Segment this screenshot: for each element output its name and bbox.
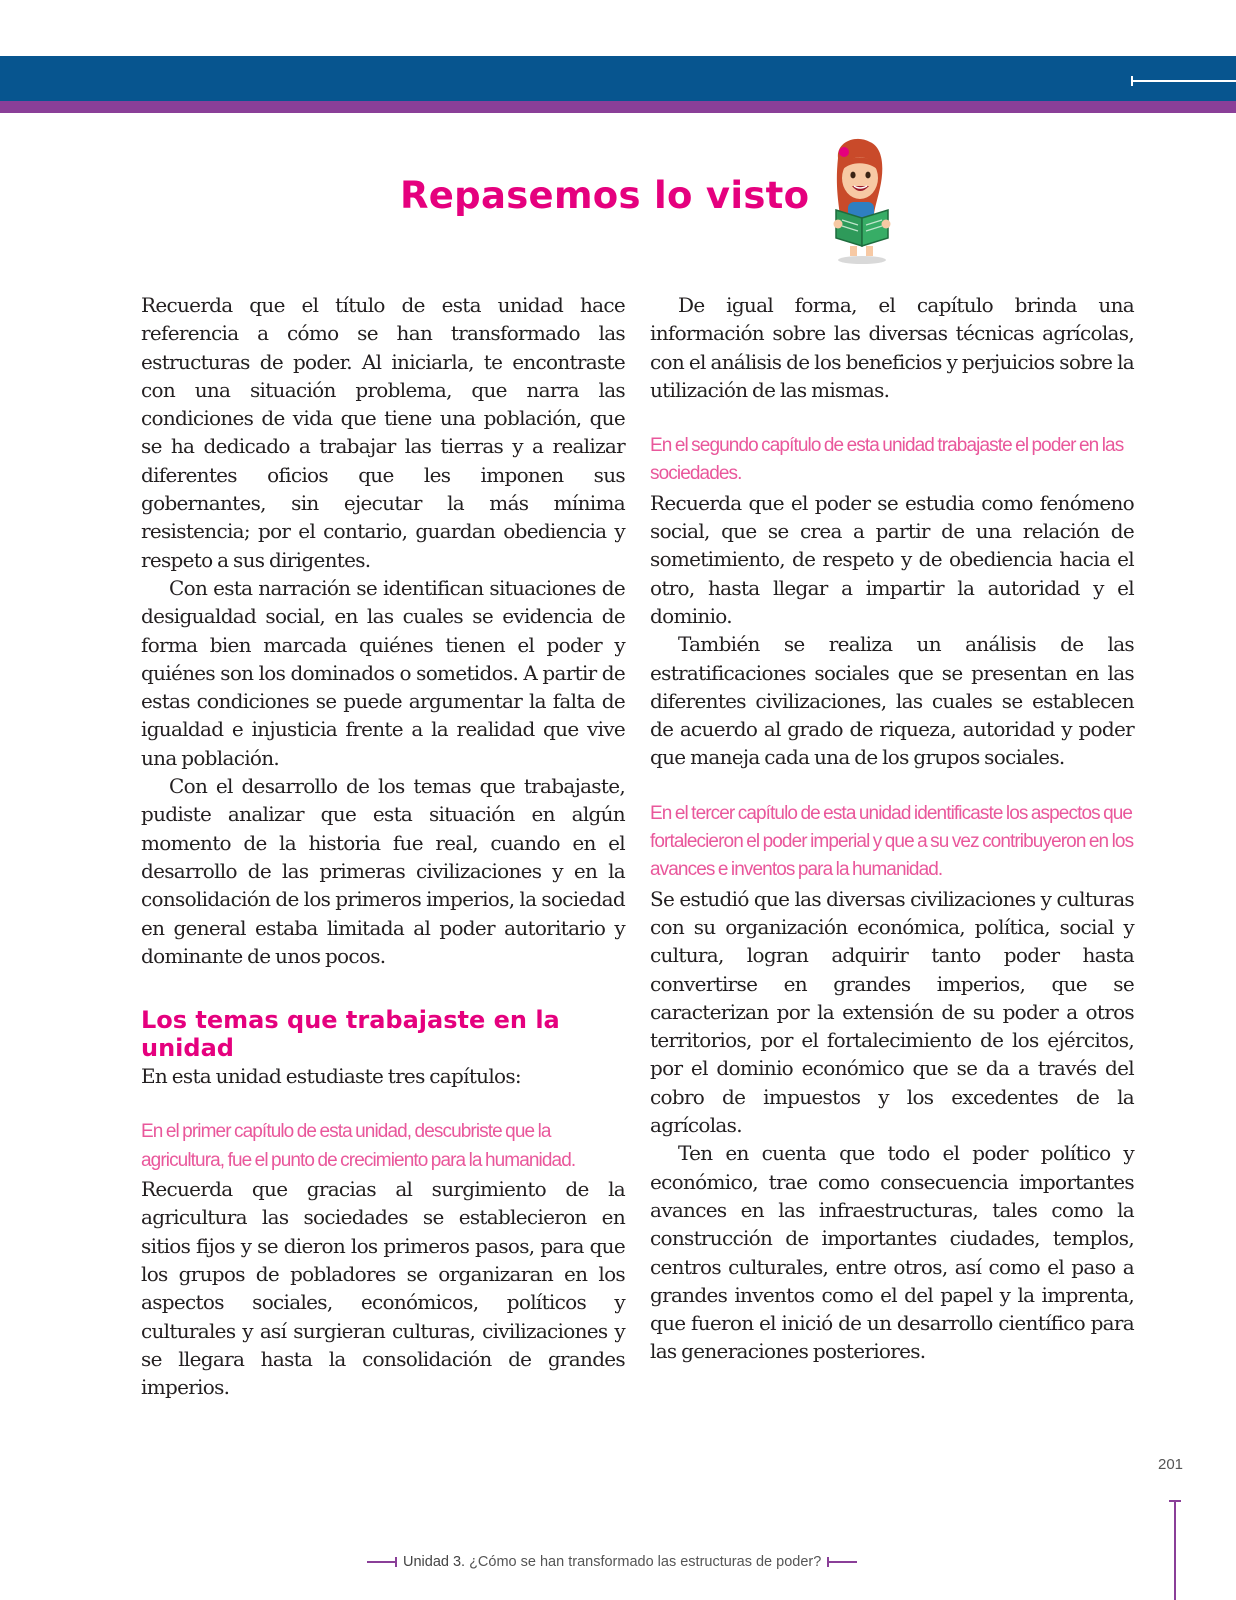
right-column (650, 291, 1134, 1366)
header-accent-stripe (0, 101, 1236, 113)
footer-unit-label: Unidad 3. (403, 1554, 466, 1570)
section-intro: En esta unidad estudiaste tres capítulos: (141, 1064, 521, 1089)
body-paragraph: También se realiza un análisis de las estratificaciones sociales que se presentan en las diferentes civilizaciones, las cuales se establecen de acuerdo al grado de riqueza, autoridad y poder que maneja cada una de los grupos sociales. (650, 632, 1134, 770)
chapter-highlight: En el tercer capítulo de esta unidad identificaste los aspectos que fortalecieron el poder imperial y que a su vez contribuyeron en los avances e inventos para la humanidad. (650, 802, 1134, 881)
page-number: 201 (1158, 1456, 1184, 1473)
body-paragraph: Recuerda que gracias al surgimiento de la agricultura las sociedades se establecieron en sitios fijos y se dieron los primeros pasos, para que los grupos de pobladores se organizaran en los aspectos sociales, económicos, políticos y culturales y así surgieran culturas, civilizaciones y se llegara hasta la consolidación de grandes imperios. (141, 1177, 625, 1400)
footer-bar-left (367, 1561, 397, 1563)
body-paragraph: Ten en cuenta que todo el poder político y económico, trae como consecuencia importantes avances en las infraestructuras, tales como la construcción de importantes ciudades, templos, centros culturales, entre otros, así como el paso a grandes inventos como el del papel y la imprenta, que fueron el inició de un desarrollo científico para las generaciones posteriores. (650, 1141, 1134, 1364)
body-paragraph: Se estudió que las diversas civilizaciones y culturas con su organización económica, política, social y cultura, logran adquirir tanto poder hasta convertirse en grandes imperios, que se caracterizan por la extensión de su poder a otros territorios, por el fortalecimiento de los ejércitos, por el dominio económico que se da a través del cobro de impuestos y los excedentes de la agrícolas. (650, 886, 1134, 1138)
section-heading: Los temas que trabajaste en la unidad (141, 1006, 560, 1063)
girl-reading-book-icon (818, 136, 900, 266)
chapter-highlight: En el primer capítulo de esta unidad, descubriste que la agricultura, fue el punto de crecimiento para la humanidad. (141, 1121, 576, 1171)
body-paragraph: Con esta narración se identifican situaciones de desigualdad social, en las cuales se evidencia de forma bien marcada quiénes tienen el poder y quiénes son los dominados o sometidos. A partir de estas condiciones se puede argumentar la falta de igualdad e injusticia frente a la realidad que vive una población. (141, 575, 625, 770)
footer-running-title (367, 1552, 857, 1572)
page-edge-rule (1174, 1500, 1176, 1600)
footer-bar-right (827, 1561, 857, 1563)
chapter-highlight: En el segundo capítulo de esta unidad trabajaste el poder en las sociedades. (650, 435, 1124, 485)
header-marker-line (1131, 80, 1236, 82)
page-title: Repasemos lo visto (400, 174, 810, 217)
footer-unit-title: ¿Cómo se han transformado las estructuras de poder? (469, 1554, 822, 1570)
intro-paragraph: Recuerda que el título de esta unidad hace referencia a cómo se han transformado las estructuras de poder. Al iniciarla, te encontraste con una situación problema, que narra las condiciones de vida que tiene una población, que se ha dedicado a trabajar las tierras y a realizar diferentes oficios que les imponen sus gobernantes, sin ejecutar la más mínima resistencia; por el contario, guardan obediencia y respeto a sus dirigentes. (141, 293, 625, 572)
body-paragraph: De igual forma, el capítulo brinda una información sobre las diversas técnicas agrícolas, con el análisis de los beneficios y perjuicios sobre la utilización de las mismas. (650, 293, 1134, 402)
body-paragraph: Recuerda que el poder se estudia como fenómeno social, que se crea a partir de una relación de sometimiento, de respeto y de obediencia hacia el otro, hasta llegar a impartir la autoridad y el dominio. (650, 490, 1134, 628)
body-paragraph: Con el desarrollo de los temas que trabajaste, pudiste analizar que esta situación en algún momento de la historia fue real, cuando en el desarrollo de las primeras civilizaciones y en la consolidación de los primeros imperios, la sociedad en general estaba limitada al poder autoritario y dominante de unos pocos. (141, 774, 625, 968)
header-band (0, 56, 1236, 101)
left-column (141, 291, 625, 1401)
